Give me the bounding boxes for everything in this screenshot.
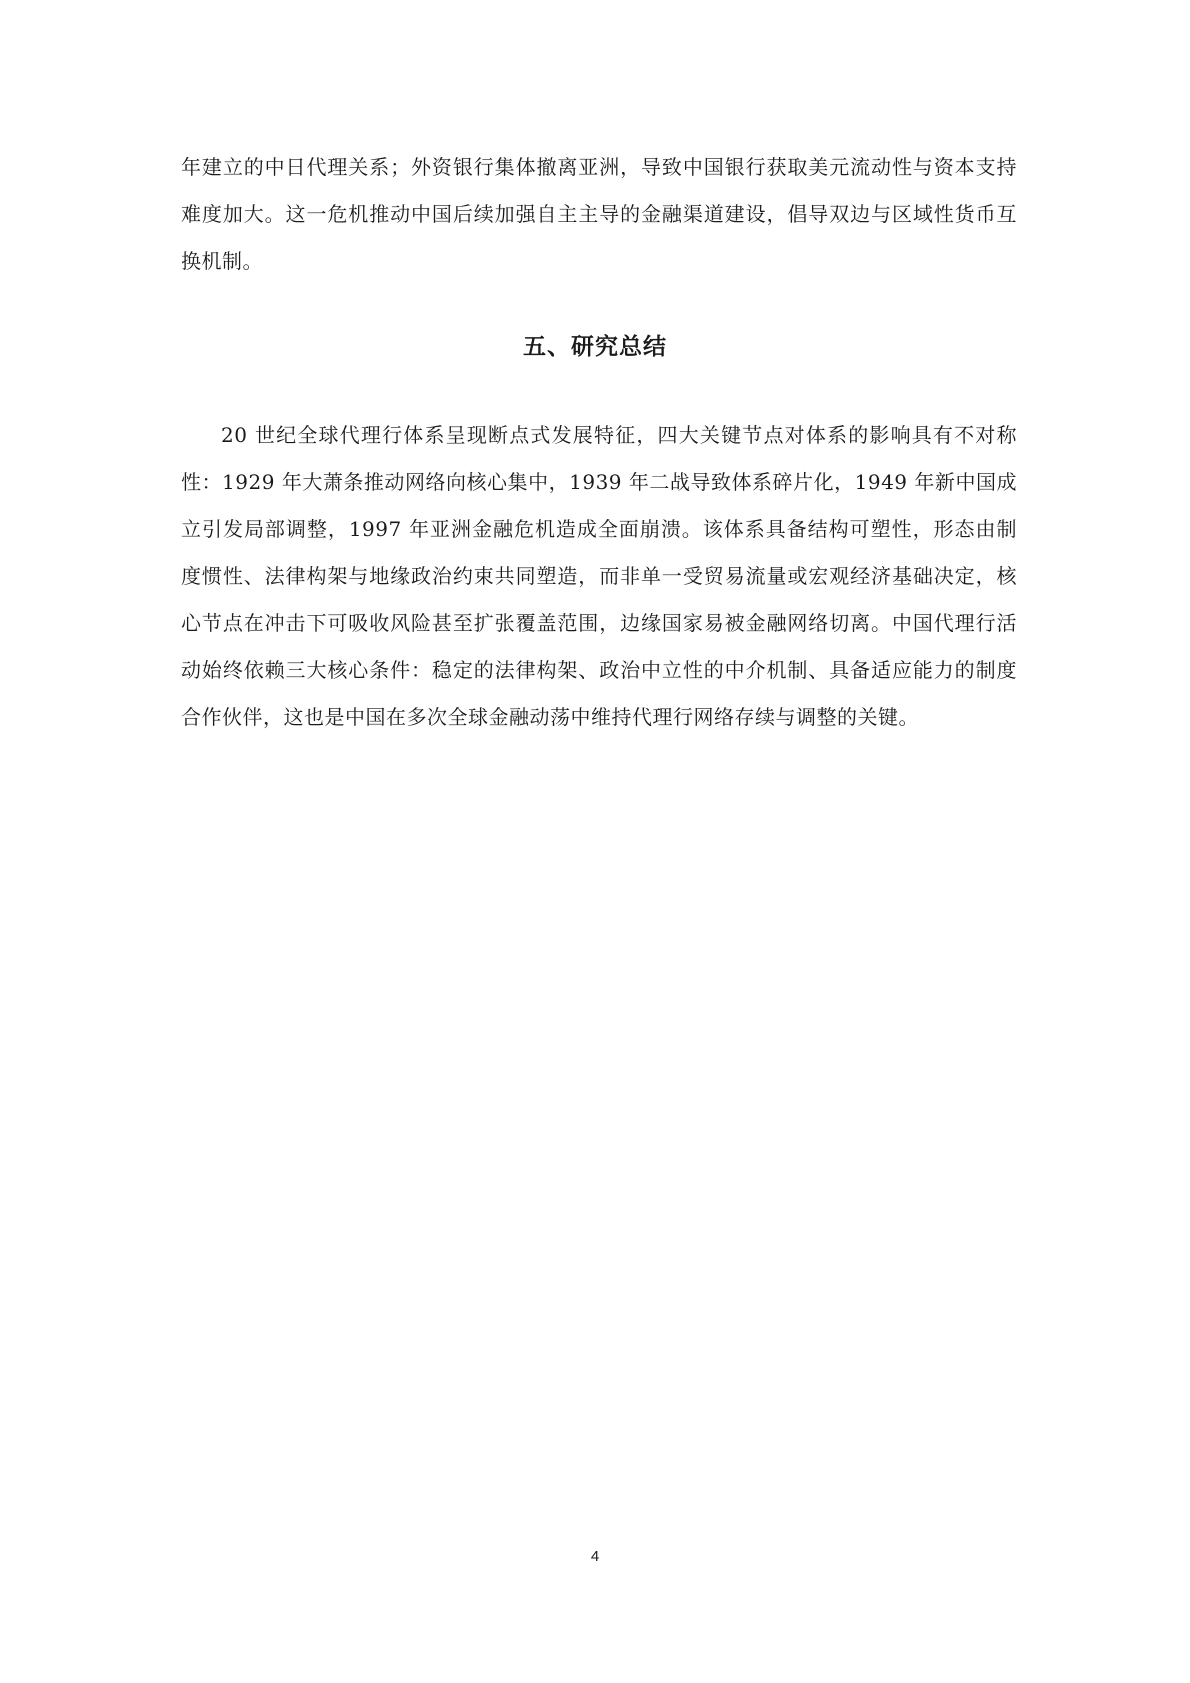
section-heading: 五、研究总结 bbox=[523, 334, 667, 360]
continuation-paragraph: 年建立的中日代理关系；外资银行集体撤离亚洲，导致中国银行获取美元流动性与资本支持难度加大。这一危机推动中国后续加强自主主导的金融渠道建设，倡导双边与区域性货币互换机制。 bbox=[181, 155, 1017, 273]
summary-paragraph: 20 世纪全球代理行体系呈现断点式发展特征，四大关键节点对体系的影响具有不对称性：1929 年大萧条推动网络向核心集中，1939 年二战导致体系碎片化，1949 年新中国成立引发局部调整，1997 年亚洲金融危机造成全面崩溃。该体系具备结构可塑性，形态由制度惯性、法律构架与地缘政治约束共同塑造，而非单一受贸易流量或宏观经济基础决定，核心节点在冲击下可吸收风险甚至扩张覆盖范围，边缘国家易被金融网络切离。中国代理行活动始终依赖三大核心条件：稳定的法律构架、政治中立性的中介机制、具备适应能力的制度合作伙伴，这也是中国在多次全球金融动荡中维持代理行网络存续与调整的关键。 bbox=[181, 423, 1017, 729]
page-number: 4 bbox=[590, 1548, 600, 1565]
